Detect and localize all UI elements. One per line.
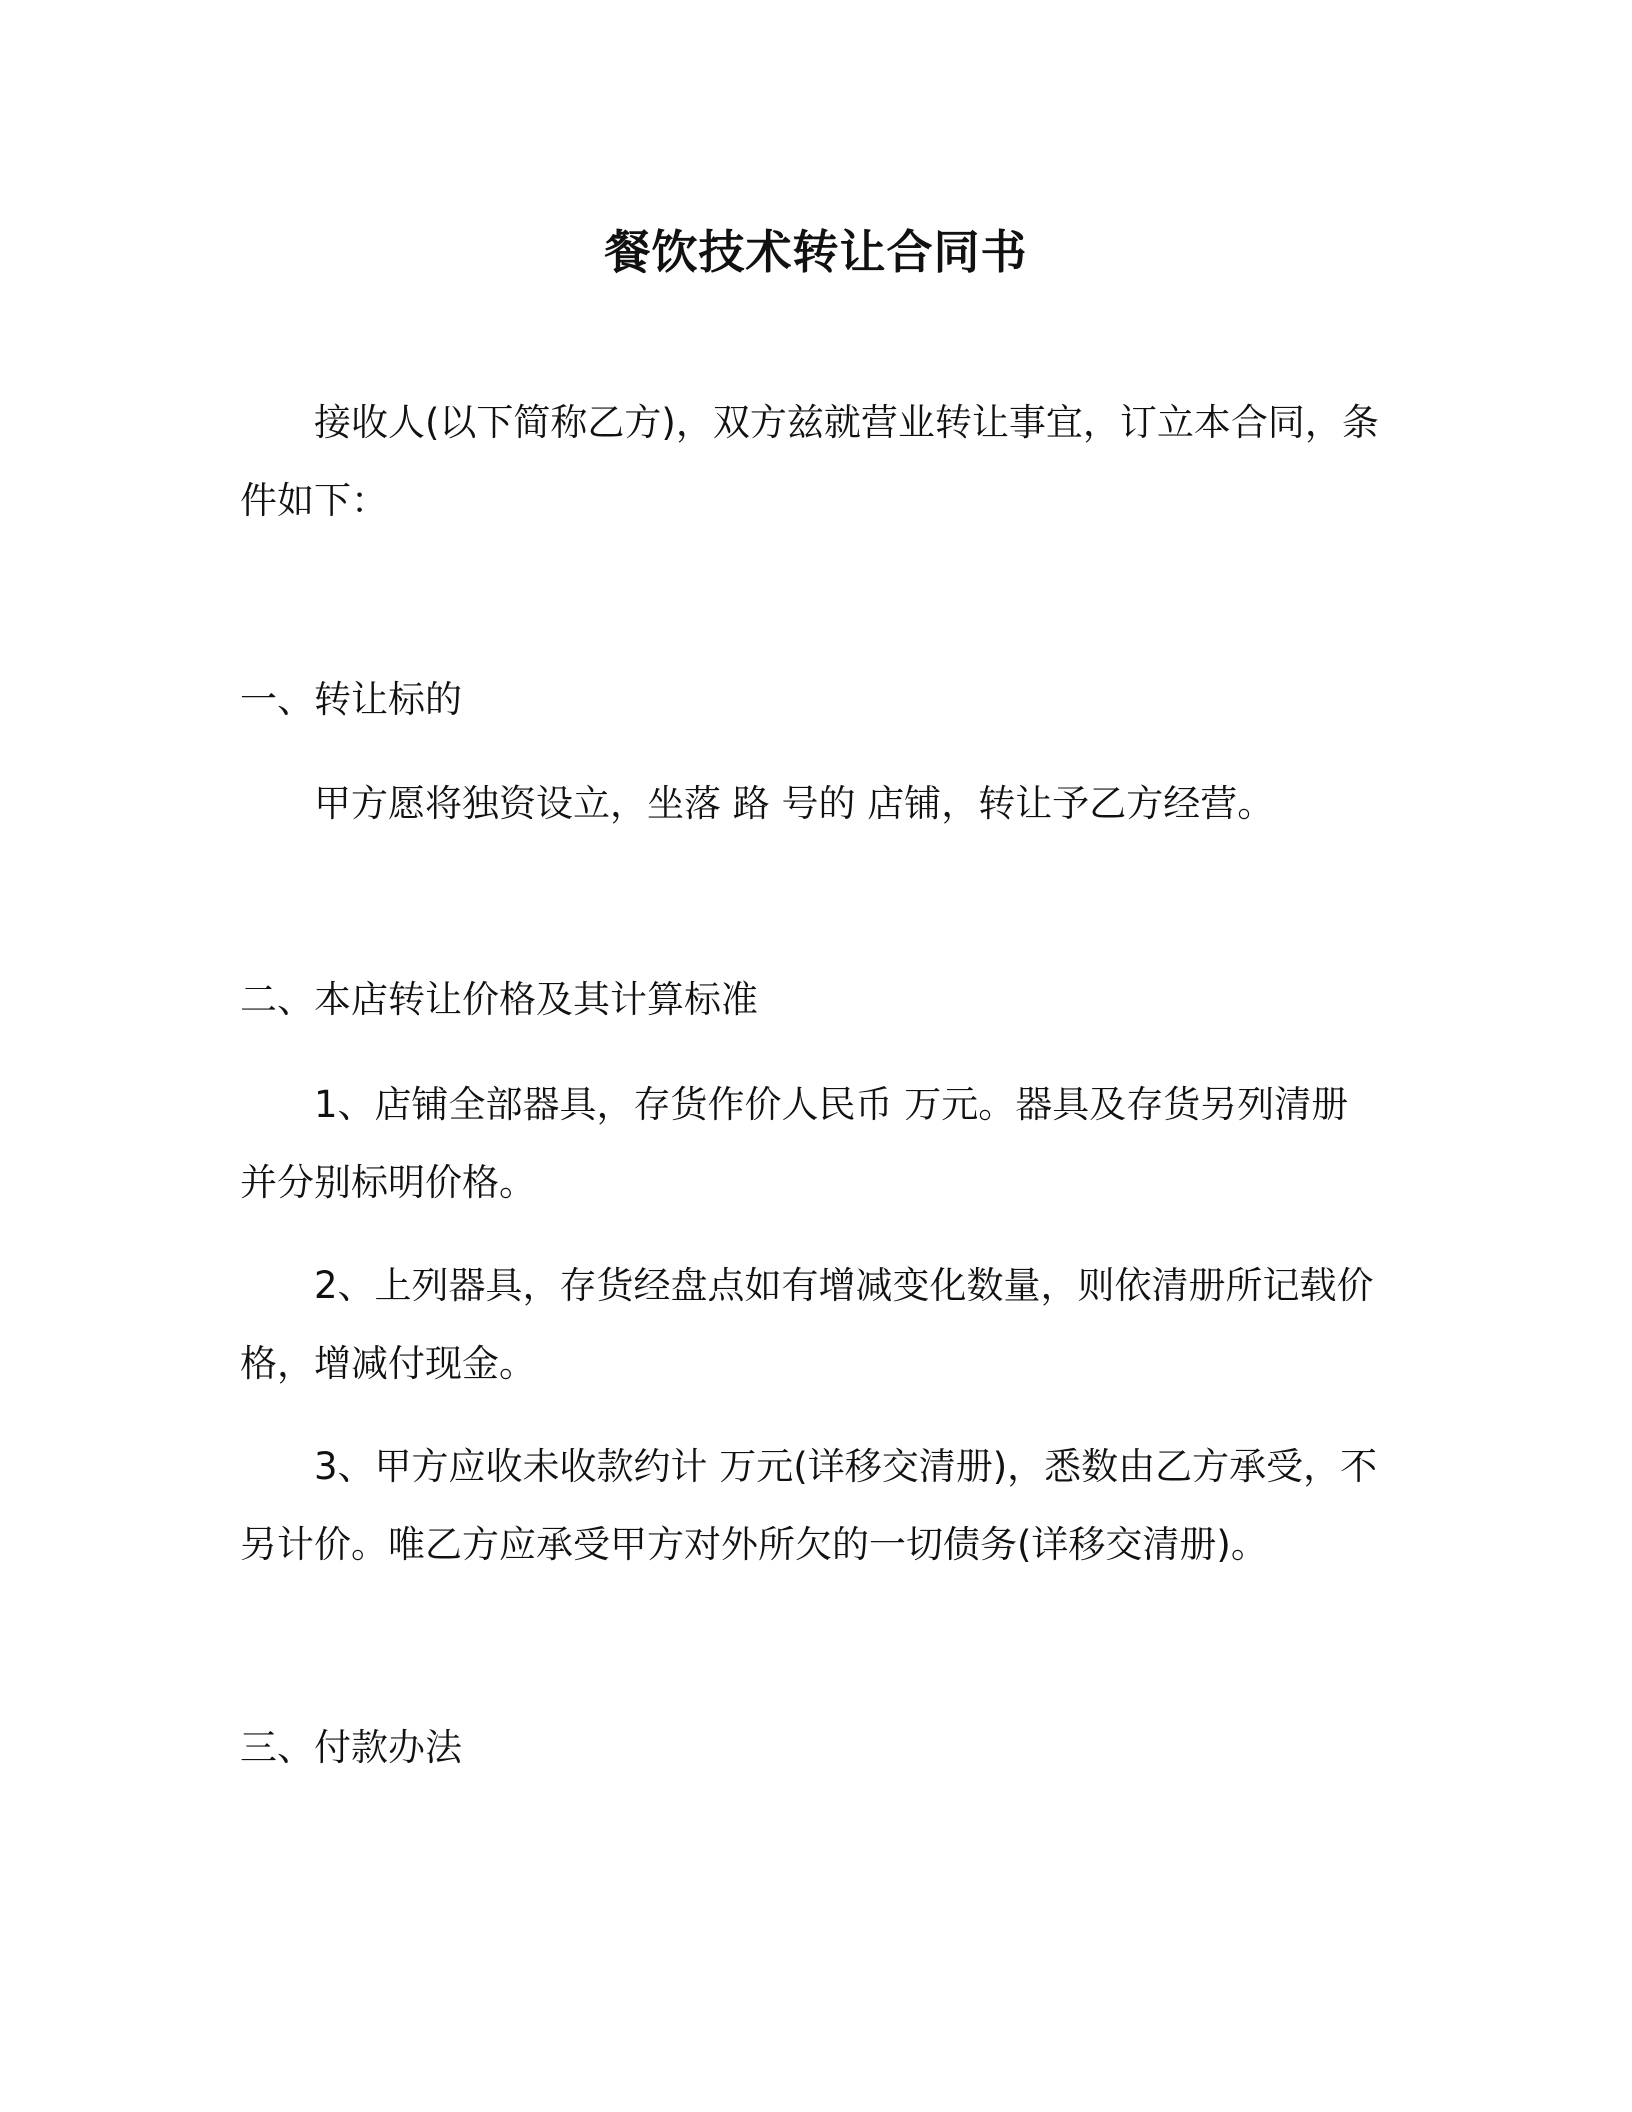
section-2-paragraph-1: 1、店铺全部器具，存货作价人民币 万元。器具及存货另列清册并分别标明价格。	[240, 1083, 1349, 1204]
section-heading-1: 一、转让标的	[240, 678, 462, 721]
section-heading-2: 二、本店转让价格及其计算标准	[240, 978, 758, 1021]
intro-paragraph: 接收人(以下简称乙方)，双方兹就营业转让事宜，订立本合同，条件如下：	[240, 401, 1379, 522]
section-1-paragraph-1: 甲方愿将独资设立，坐落 路 号的 店铺，转让予乙方经营。	[314, 782, 1275, 825]
document-title: 餐饮技术转让合同书	[604, 225, 1028, 279]
section-heading-3: 三、付款办法	[240, 1726, 462, 1769]
section-2-paragraph-3: 3、甲方应收未收款约计 万元(详移交清册)，悉数由乙方承受，不另计价。唯乙方应承受甲方对外所欠的一切债务(详移交清册)。	[240, 1445, 1378, 1566]
section-2-paragraph-2: 2、上列器具，存货经盘点如有增减变化数量，则依清册所记载价格，增减付现金。	[240, 1264, 1374, 1385]
